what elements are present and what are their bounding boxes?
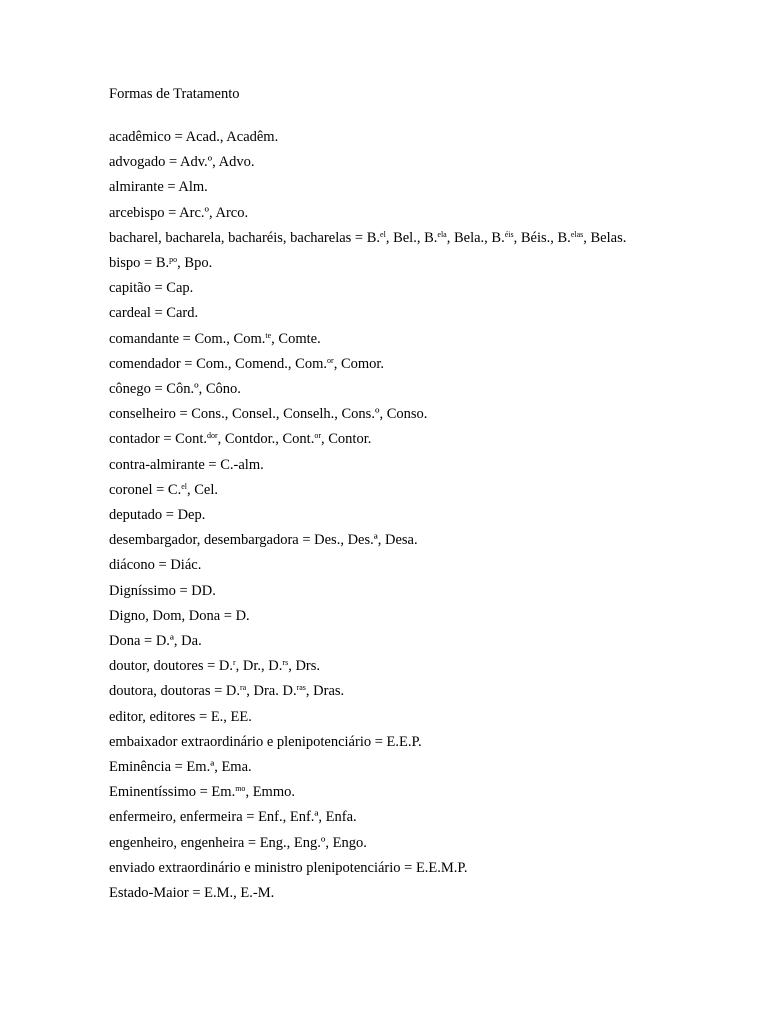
entry-text: bacharel, bacharela, bacharéis, bacharelas = B.: [109, 229, 381, 246]
entry-advogado: [109, 150, 729, 175]
entry-text: acadêmico = Acad., Acadêm.: [109, 129, 279, 145]
entry-almirante: [109, 175, 729, 200]
entry-text: doutor, doutores = D.: [109, 658, 233, 675]
entry-text: , Bela., B.: [446, 229, 505, 246]
entry-text: , Béis., B.: [513, 229, 571, 246]
entry-text: embaixador extraordinário e plenipotenciário = E.E.P.: [109, 733, 422, 750]
entry-text: comendador = Com., Comend., Com.: [109, 355, 328, 372]
entry-text: , Bpo.: [177, 255, 213, 272]
entry-conego: [109, 377, 729, 402]
entry-enfermeiro: [109, 805, 729, 830]
entry-dona: [109, 629, 729, 654]
entry-arcebispo: [109, 201, 729, 226]
superscript-abbreviation: rs: [282, 658, 289, 668]
entry-text: , Contor.: [321, 431, 372, 448]
entry-editor: [109, 705, 729, 730]
entry-estado-maior: [109, 881, 729, 906]
superscript-abbreviation: ela: [437, 229, 447, 239]
entry-text: cônego = Côn.º, Côno.: [109, 381, 241, 398]
entry-text: Digno, Dom, Dona = D.: [109, 607, 250, 624]
entry-text: , Belas.: [583, 229, 627, 246]
entry-eminencia: [109, 755, 729, 780]
entry-text: deputado = Dep.: [109, 507, 206, 524]
entry-text: desembargador, desembargadora = Des., Des.ª, Desa.: [109, 532, 418, 549]
entry-digno-dom-dona: [109, 604, 729, 629]
superscript-abbreviation: dor: [206, 431, 218, 441]
entry-text: arcebispo = Arc.º, Arco.: [109, 204, 249, 221]
entry-engenheiro: [109, 831, 729, 856]
entry-text: editor, editores = E., EE.: [109, 708, 252, 725]
entry-doutor: [109, 654, 729, 679]
superscript-abbreviation: éis: [504, 229, 514, 239]
entry-text: , Comor.: [333, 355, 385, 372]
entry-text: contra-almirante = C.-alm.: [109, 456, 264, 473]
entry-coronel: [109, 478, 729, 503]
entry-deputado: [109, 503, 729, 528]
entry-contador: [109, 427, 729, 452]
entry-doutora: [109, 679, 729, 704]
document-title: Formas de Tratamento: [109, 86, 240, 102]
entry-text: cardeal = Card.: [109, 305, 199, 322]
entry-text: , Comte.: [271, 330, 321, 347]
entry-text: , Contdor., Cont.: [217, 431, 315, 448]
entry-text: Eminentíssimo = Em.: [109, 784, 236, 801]
entry-bacharel: [109, 226, 639, 251]
entry-text: coronel = C.: [109, 481, 182, 498]
superscript-abbreviation: el: [380, 229, 386, 239]
entry-conselheiro: [109, 402, 729, 427]
entry-text: , Dr., D.: [235, 658, 283, 675]
entry-contra-almirante: [109, 453, 729, 478]
entry-academico: [109, 125, 729, 150]
entry-text: capitão = Cap.: [109, 280, 194, 297]
entry-text: advogado = Adv.º, Advo.: [109, 154, 255, 171]
entry-eminentissimo: [109, 780, 729, 805]
entry-text: , Bel., B.: [385, 229, 438, 246]
superscript-abbreviation: el: [181, 481, 187, 491]
entry-text: doutora, doutoras = D.: [109, 683, 241, 700]
superscript-abbreviation: elas: [570, 229, 584, 239]
entry-dignissimo: [109, 579, 729, 604]
entry-embaixador: [109, 730, 729, 755]
entry-text: diácono = Diác.: [109, 557, 202, 574]
entry-cardeal: [109, 301, 729, 326]
entry-desembargador: [109, 528, 729, 553]
entry-capitao: [109, 276, 729, 301]
superscript-abbreviation: ras: [296, 683, 306, 693]
superscript-abbreviation: po: [169, 255, 178, 265]
entry-bispo: [109, 251, 729, 276]
entry-text: enfermeiro, enfermeira = Enf., Enf.ª, Enfa.: [109, 809, 357, 826]
entry-text: Digníssimo = DD.: [109, 582, 216, 599]
superscript-abbreviation: or: [327, 355, 334, 365]
superscript-abbreviation: or: [314, 431, 322, 441]
superscript-abbreviation: r: [233, 658, 236, 668]
document-page: [109, 84, 729, 906]
entry-text: , Dra. D.: [246, 683, 297, 700]
entry-text: Estado-Maior = E.M., E.-M.: [109, 885, 275, 902]
entry-comandante: [109, 327, 729, 352]
entry-diacono: [109, 553, 729, 578]
entry-text: , Drs.: [288, 658, 321, 675]
entry-text: , Dras.: [305, 683, 345, 700]
entry-text: , Cel.: [186, 481, 218, 498]
entry-text: almirante = Alm.: [109, 179, 208, 196]
entry-text: comandante = Com., Com.: [109, 330, 266, 347]
superscript-abbreviation: ra: [240, 683, 247, 693]
superscript-abbreviation: te: [265, 330, 272, 340]
entry-text: , Emmo.: [245, 784, 295, 801]
entry-text: conselheiro = Cons., Consel., Conselh., Cons.º, Conso.: [109, 406, 428, 423]
entry-text: Dona = D.ª, Da.: [109, 633, 202, 650]
entry-text: enviado extraordinário e ministro plenipotenciário = E.E.M.P.: [109, 859, 468, 876]
superscript-abbreviation: mo: [235, 784, 246, 794]
entry-text: contador = Cont.: [109, 431, 207, 448]
entry-enviado: [109, 856, 729, 881]
entry-text: bispo = B.: [109, 255, 170, 272]
entry-text: engenheiro, engenheira = Eng., Eng.º, Engo.: [109, 834, 367, 851]
entry-text: Eminência = Em.ª, Ema.: [109, 759, 252, 776]
abbreviation-list: [109, 125, 729, 906]
entry-comendador: [109, 352, 729, 377]
